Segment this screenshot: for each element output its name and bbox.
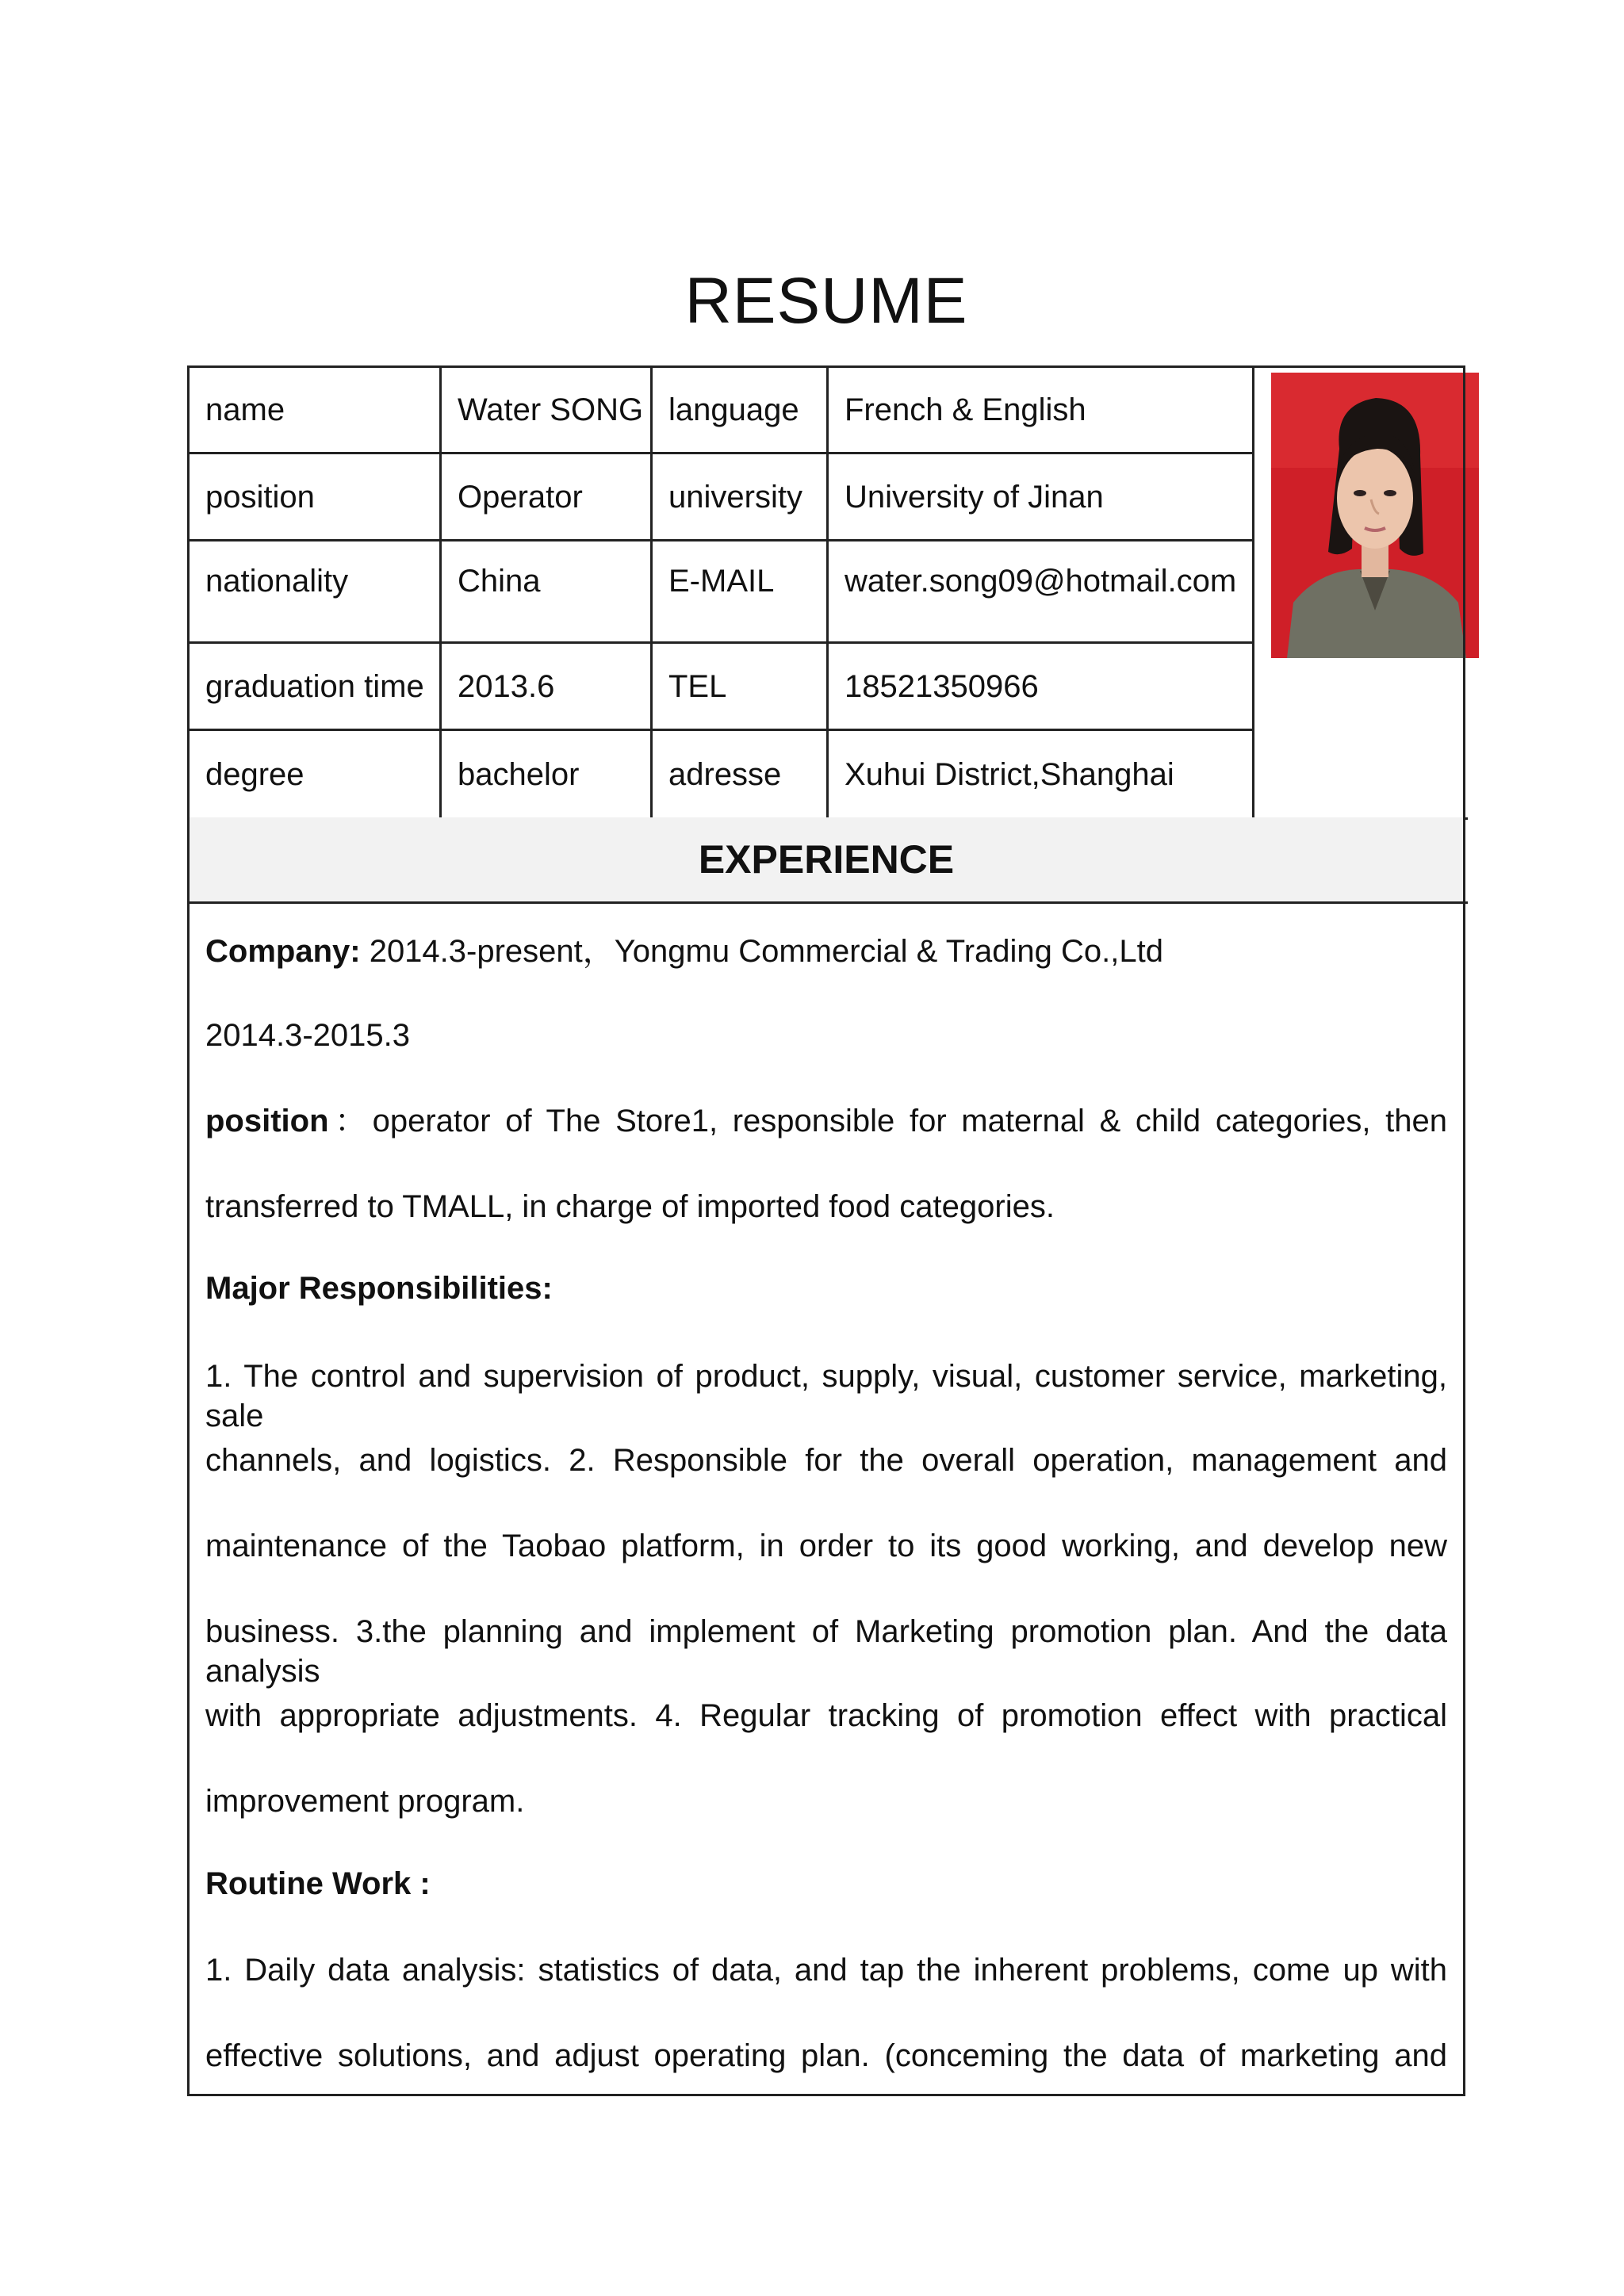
field-label-name: name xyxy=(205,392,285,427)
position-text: ：operator of The Store1, responsible for maternal & child categories, then xyxy=(328,1104,1447,1138)
routine-work-heading: Routine Work : xyxy=(205,1866,431,1901)
field-value-degree: bachelor xyxy=(458,756,580,792)
routine-line: effective solutions, and adjust operating plan. (conceming the data of marketing and xyxy=(205,2038,1447,2073)
position-line-continued: transferred to TMALL, in charge of imported food categories. xyxy=(205,1189,1055,1224)
field-value-university: University of Jinan xyxy=(845,479,1104,515)
company-text: 2014.3-present，Yongmu Commercial & Trading Co.,Ltd xyxy=(360,934,1163,969)
major-line: channels, and logistics. 2. Responsible for the overall operation, management and xyxy=(205,1443,1447,1478)
section-divider xyxy=(190,901,1468,904)
major-line: improvement program. xyxy=(205,1784,525,1819)
experience-heading: EXPERIENCE xyxy=(698,837,955,882)
field-label-graduation-time: graduation time xyxy=(205,668,424,704)
field-value-tel: 18521350966 xyxy=(845,668,1039,704)
field-value-adresse: Xuhui District,Shanghai xyxy=(845,756,1174,792)
field-value-name: Water SONG xyxy=(458,392,644,427)
resume-table xyxy=(187,365,1465,2096)
company-line xyxy=(205,932,1447,971)
field-label-university: university xyxy=(668,479,802,515)
field-label-degree: degree xyxy=(205,756,304,792)
major-line: with appropriate adjustments. 4. Regular tracking of promotion effect with practical xyxy=(205,1698,1447,1733)
field-value-language: French & English xyxy=(845,392,1086,427)
position-label: position xyxy=(205,1104,329,1138)
field-label-tel: TEL xyxy=(668,668,727,704)
field-value-position: Operator xyxy=(458,479,583,515)
field-label-language: language xyxy=(668,392,799,427)
field-value-graduation-time: 2013.6 xyxy=(458,668,555,704)
company-label: Company: xyxy=(205,934,361,969)
column-divider xyxy=(1252,368,1254,817)
major-line: maintenance of the Taobao platform, in order to its good working, and develop new xyxy=(205,1529,1447,1563)
period-line: 2014.3-2015.3 xyxy=(205,1018,411,1053)
field-value-email: water.song09@hotmail.com xyxy=(845,564,1237,599)
major-responsibilities-heading: Major Responsibilities: xyxy=(205,1271,553,1306)
field-label-position: position xyxy=(205,479,315,515)
routine-line: 1. Daily data analysis: statistics of data, and tap the inherent problems, come up with xyxy=(205,1953,1447,1988)
position-line xyxy=(205,1101,1447,1141)
major-line: 1. The control and supervision of product, supply, visual, customer service, marketing, sale xyxy=(205,1359,1447,1433)
field-label-adresse: adresse xyxy=(668,756,782,792)
field-label-email: E-MAIL xyxy=(668,564,775,599)
resume-title: RESUME xyxy=(684,265,968,337)
major-line: business. 3.the planning and implement of Marketing promotion plan. And the data analysis xyxy=(205,1614,1447,1689)
field-value-nationality: China xyxy=(458,564,541,599)
field-label-nationality: nationality xyxy=(205,564,349,599)
